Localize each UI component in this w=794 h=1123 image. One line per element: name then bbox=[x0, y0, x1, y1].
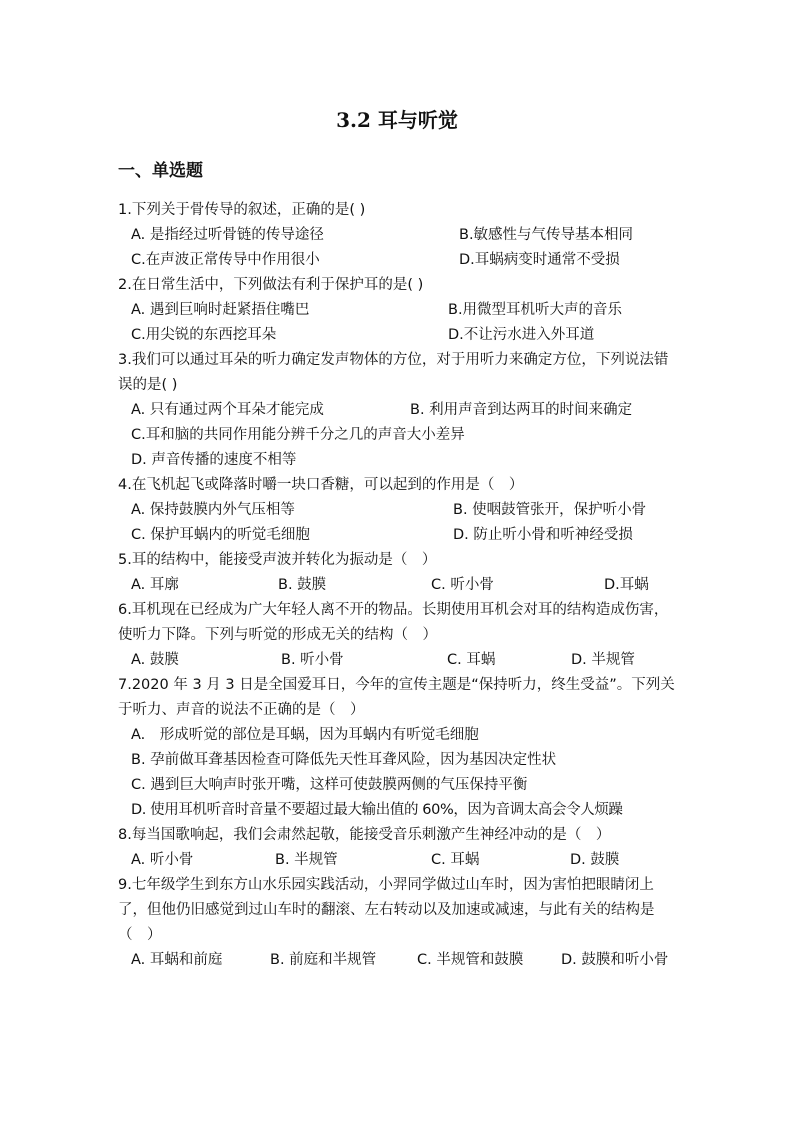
option-d[interactable]: D. 鼓膜和听小骨 bbox=[561, 952, 669, 968]
question-stem: 4.在飞机起飞或降落时嚼一块口香糖，可以起到的作用是（ ） bbox=[118, 477, 524, 493]
option-c[interactable]: C. 保护耳蜗内的听觉毛细胞 bbox=[131, 527, 310, 543]
question-2 bbox=[118, 273, 678, 348]
option-a[interactable]: A. 是指经过听骨链的传导途径 bbox=[131, 227, 324, 243]
option-b[interactable]: B.用微型耳机听大声的音乐 bbox=[448, 302, 623, 318]
options bbox=[118, 573, 678, 598]
option-b[interactable]: B. 半规管 bbox=[275, 852, 338, 868]
section-heading: 一、单选题 bbox=[118, 161, 203, 181]
option-d[interactable]: D.耳蜗病变时通常不受损 bbox=[459, 252, 620, 268]
option-d[interactable]: D. 使用耳机听音时音量不要超过最大输出值的 60%，因为音调太高会令人烦躁 bbox=[131, 802, 623, 818]
option-c[interactable]: C. 耳蜗 bbox=[431, 852, 480, 868]
question-stem: 2.在日常生活中，下列做法有利于保护耳的是( ) bbox=[118, 277, 424, 293]
option-b[interactable]: B. 前庭和半规管 bbox=[270, 952, 377, 968]
options bbox=[118, 848, 678, 873]
option-b[interactable]: B.敏感性与气传导基本相同 bbox=[459, 227, 634, 243]
question-8 bbox=[118, 823, 678, 873]
option-a[interactable]: A. 遇到巨响时赶紧捂住嘴巴 bbox=[131, 302, 310, 318]
option-a[interactable]: A. 只有通过两个耳朵才能完成 bbox=[131, 402, 324, 418]
question-6 bbox=[118, 598, 678, 673]
options bbox=[118, 498, 678, 548]
question-7 bbox=[118, 673, 678, 823]
option-c[interactable]: C.耳和脑的共同作用能分辨千分之几的声音大小差异 bbox=[131, 427, 465, 443]
question-list bbox=[118, 198, 678, 973]
option-c[interactable]: C. 听小骨 bbox=[431, 577, 494, 593]
question-5 bbox=[118, 548, 678, 598]
options bbox=[118, 648, 678, 673]
option-d[interactable]: D. 防止听小骨和听神经受损 bbox=[453, 527, 633, 543]
option-d[interactable]: D.耳蜗 bbox=[604, 577, 649, 593]
question-stem: 5.耳的结构中，能接受声波并转化为振动是（ ） bbox=[118, 552, 437, 568]
option-a[interactable]: A. 听小骨 bbox=[131, 852, 194, 868]
option-b[interactable]: B. 利用声音到达两耳的时间来确定 bbox=[410, 402, 633, 418]
option-c[interactable]: C.用尖锐的东西挖耳朵 bbox=[131, 327, 277, 343]
option-c[interactable]: C.在声波正常传导中作用很小 bbox=[131, 252, 320, 268]
option-c[interactable]: C. 遇到巨大响声时张开嘴，这样可使鼓膜两侧的气压保持平衡 bbox=[131, 777, 528, 793]
option-a[interactable]: A. 鼓膜 bbox=[131, 652, 179, 668]
options bbox=[118, 398, 678, 473]
option-d[interactable]: D. 鼓膜 bbox=[570, 852, 620, 868]
question-9 bbox=[118, 873, 678, 973]
question-stem: 3.我们可以通过耳朵的听力确定发声物体的方位，对于用听力来确定方位，下列说法错误的是( ) bbox=[118, 352, 669, 393]
option-a[interactable]: A. 耳廓 bbox=[131, 577, 179, 593]
options bbox=[118, 223, 678, 273]
options bbox=[118, 948, 678, 973]
question-3 bbox=[118, 348, 678, 473]
options bbox=[118, 298, 678, 348]
option-b[interactable]: B. 听小骨 bbox=[281, 652, 344, 668]
option-b[interactable]: B. 孕前做耳聋基因检查可降低先天性耳聋风险，因为基因决定性状 bbox=[131, 752, 557, 768]
option-a[interactable]: A. 保持鼓膜内外气压相等 bbox=[131, 502, 295, 518]
document-title: 3.2 耳与听觉 bbox=[336, 108, 458, 132]
question-1 bbox=[118, 198, 678, 273]
question-stem: 7.2020 年 3 月 3 日是全国爱耳日，今年的宣传主题是“保持听力，终生受益”。下列关于听力、声音的说法不正确的是（ ） bbox=[118, 677, 675, 718]
question-stem: 6.耳机现在已经成为广大年轻人离不开的物品。长期使用耳机会对耳的结构造成伤害，使听力下降。下列与听觉的形成无关的结构（ ） bbox=[118, 602, 669, 643]
question-stem: 1.下列关于骨传导的叙述，正确的是( ) bbox=[118, 202, 366, 218]
option-c[interactable]: C. 半规管和鼓膜 bbox=[417, 952, 524, 968]
question-4 bbox=[118, 473, 678, 548]
option-d[interactable]: D. 声音传播的速度不相等 bbox=[131, 452, 297, 468]
option-a[interactable]: A. 形成听觉的部位是耳蜗，因为耳蜗内有听觉毛细胞 bbox=[131, 727, 479, 743]
option-d[interactable]: D. 半规管 bbox=[571, 652, 635, 668]
option-b[interactable]: B. 鼓膜 bbox=[278, 577, 327, 593]
option-c[interactable]: C. 耳蜗 bbox=[447, 652, 496, 668]
option-b[interactable]: B. 使咽鼓管张开，保护听小骨 bbox=[453, 502, 647, 518]
options bbox=[118, 723, 678, 823]
option-a[interactable]: A. 耳蜗和前庭 bbox=[131, 952, 223, 968]
option-d[interactable]: D.不让污水进入外耳道 bbox=[448, 327, 595, 343]
question-stem: 8.每当国歌响起，我们会肃然起敬，能接受音乐刺激产生神经冲动的是（ ） bbox=[118, 827, 611, 843]
question-stem: 9.七年级学生到东方山水乐园实践活动，小羿同学做过山车时，因为害怕把眼睛闭上了，但他仍旧感觉到过山车时的翻滚、左右转动以及加速或减速，与此有关的结构是（ ） bbox=[118, 877, 655, 943]
